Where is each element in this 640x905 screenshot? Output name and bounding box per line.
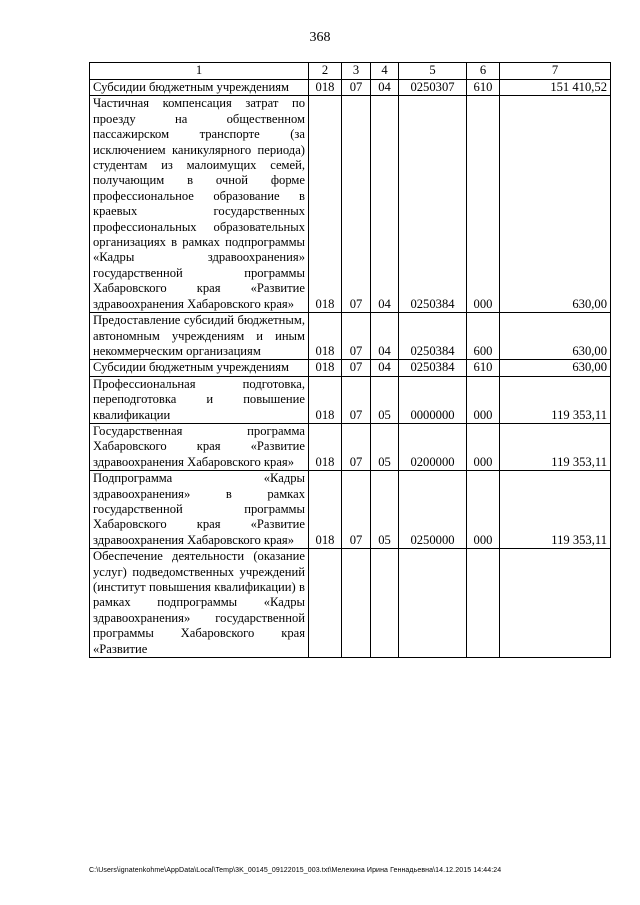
budget-table (89, 62, 611, 658)
row-amount: 630,00 (500, 360, 611, 376)
row-code-6: 610 (467, 360, 500, 376)
row-code-3: 07 (342, 423, 371, 470)
row-code-4: 05 (371, 471, 399, 549)
row-code-4: 04 (371, 360, 399, 376)
row-code-5: 0250384 (399, 313, 467, 360)
table-row (90, 96, 611, 313)
row-code-3: 07 (342, 313, 371, 360)
table-row (90, 360, 611, 376)
row-code-2: 018 (309, 471, 342, 549)
row-code-5: 0250000 (399, 471, 467, 549)
row-code-4: 04 (371, 313, 399, 360)
row-code-3: 07 (342, 360, 371, 376)
row-code-5: 0250384 (399, 360, 467, 376)
row-code-2: 018 (309, 360, 342, 376)
table-row (90, 549, 611, 658)
row-amount: 119 353,11 (500, 376, 611, 423)
row-code-6: 000 (467, 471, 500, 549)
row-description: Субсидии бюджетным учреждениям (90, 360, 309, 376)
row-code-2: 018 (309, 423, 342, 470)
table-row (90, 471, 611, 549)
header-cell-1: 1 (90, 63, 309, 80)
row-code-4: 04 (371, 96, 399, 313)
row-code-6: 610 (467, 80, 500, 96)
table-row (90, 423, 611, 470)
file-path-footer: C:\Users\ignatenkohme\AppData\Local\Temp\3K_00145_09122015_003.txt\Мелехина Ирина Геннадьевна\14.12.2015 14:44:24 (89, 867, 502, 874)
header-cell-6: 6 (467, 63, 500, 80)
table-header-row (90, 63, 611, 80)
row-code-5: 0200000 (399, 423, 467, 470)
header-cell-5: 5 (399, 63, 467, 80)
row-description: Профессиональная подготовка, переподготовка и повышение квалификации (90, 376, 309, 423)
row-code-5: 0000000 (399, 376, 467, 423)
row-code-4: 05 (371, 423, 399, 470)
row-description: Предоставление субсидий бюджетным, автономным учреждениям и иным некоммерческим организациям (90, 313, 309, 360)
row-description: Частичная компенсация затрат по проезду на общественном пассажирском транспорте (за исключением каникулярного периода) студентам из малоимущих семей, получающим в очной форме профессиональное образование в краевых государственных профессиональных образовательных организациях в рамках подпрограммы «Кадры здравоохранения» государственной программы Хабаровского края «Развитие здравоохранения Хабаровского края» (90, 96, 309, 313)
header-cell-7: 7 (500, 63, 611, 80)
row-code-5: 0250384 (399, 96, 467, 313)
row-code-4: 04 (371, 80, 399, 96)
row-code-3: 07 (342, 471, 371, 549)
table-row (90, 80, 611, 96)
row-code-6: 000 (467, 96, 500, 313)
row-code-3: 07 (342, 376, 371, 423)
row-code-2 (309, 549, 342, 658)
header-cell-2: 2 (309, 63, 342, 80)
row-description: Государственная программа Хабаровского края «Развитие здравоохранения Хабаровского края» (90, 423, 309, 470)
row-description: Подпрограмма «Кадры здравоохранения» в рамках государственной программы Хабаровского края «Развитие здравоохранения Хабаровского края» (90, 471, 309, 549)
row-amount: 630,00 (500, 313, 611, 360)
row-code-4 (371, 549, 399, 658)
row-description: Субсидии бюджетным учреждениям (90, 80, 309, 96)
row-code-6: 600 (467, 313, 500, 360)
row-amount: 630,00 (500, 96, 611, 313)
row-code-3: 07 (342, 96, 371, 313)
row-amount: 119 353,11 (500, 423, 611, 470)
row-amount (500, 549, 611, 658)
row-code-5 (399, 549, 467, 658)
row-code-3: 07 (342, 80, 371, 96)
row-code-6 (467, 549, 500, 658)
row-description: Обеспечение деятельности (оказание услуг) подведомственных учреждений (институт повышения квалификации) в рамках подпрограммы «Кадры здравоохранения» государственной программы Хабаровского края «Развитие (90, 549, 309, 658)
row-code-5: 0250307 (399, 80, 467, 96)
row-code-6: 000 (467, 423, 500, 470)
page-number: 368 (309, 30, 331, 45)
header-cell-4: 4 (371, 63, 399, 80)
header-cell-3: 3 (342, 63, 371, 80)
row-amount: 151 410,52 (500, 80, 611, 96)
row-code-4: 05 (371, 376, 399, 423)
row-code-2: 018 (309, 96, 342, 313)
row-code-3 (342, 549, 371, 658)
row-code-2: 018 (309, 80, 342, 96)
row-code-2: 018 (309, 313, 342, 360)
row-code-6: 000 (467, 376, 500, 423)
table-body (90, 80, 611, 658)
table-row (90, 313, 611, 360)
table-row (90, 376, 611, 423)
row-code-2: 018 (309, 376, 342, 423)
row-amount: 119 353,11 (500, 471, 611, 549)
